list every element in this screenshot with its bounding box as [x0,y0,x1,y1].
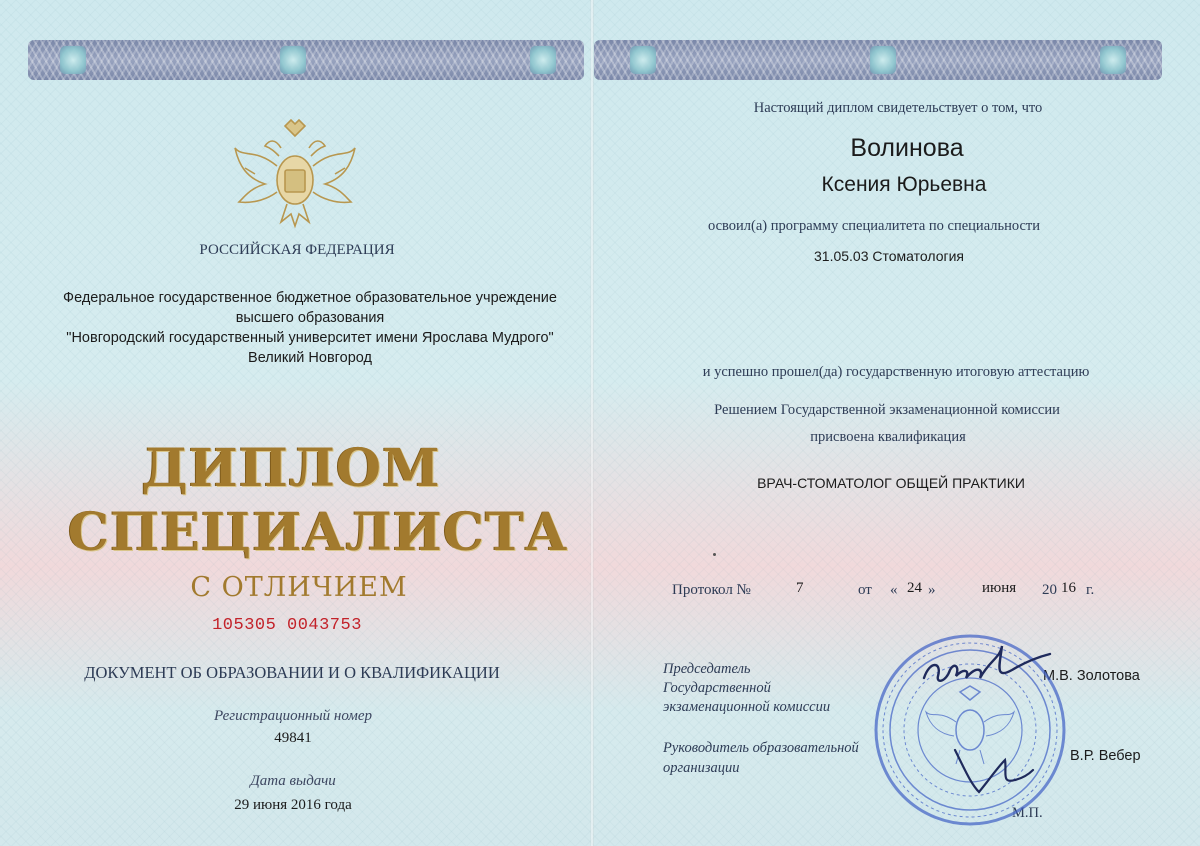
protocol-year-suffix: 16 [1061,580,1076,596]
country-name: РОССИЙСКАЯ ФЕДЕРАЦИЯ [199,242,395,258]
certifies-line: Настоящий диплом свидетельствует о том, что [753,100,1043,116]
protocol-day: 24 [907,580,922,596]
hologram-mark [630,46,656,74]
protocol-quote-close: » [928,582,936,598]
graduate-surname: Волинова [850,134,964,162]
specialty: 31.05.03 Стоматология [814,248,964,264]
serial-number: 105305 0043753 [212,616,362,635]
chair-signature-icon [916,640,1056,700]
chair-label-line-2: Государственной [663,680,771,696]
protocol-from: от [858,582,872,598]
registration-number: 49841 [274,730,312,746]
diploma-title-line-1: ДИПЛОМ [141,438,441,499]
security-band-left [28,40,584,80]
attestation-line: и успешно прошел(да) государственную итоговую аттестацию [702,364,1090,380]
head-label-line-1: Руководитель образовательной [663,740,859,756]
protocol-month: июня [982,580,1017,596]
hologram-mark [1100,46,1126,74]
chair-label-line-1: Председатель [663,661,751,677]
chair-label-line-3: экзаменационной комиссии [663,699,831,715]
institution-line-2: высшего образования [235,310,385,326]
institution-line-4: Великий Новгород [248,350,372,366]
honors-subtitle: С ОТЛИЧИЕМ [190,572,408,603]
spine-fold [590,0,594,846]
head-name: В.Р. Вебер [1070,748,1141,764]
protocol-label: Протокол № [672,582,751,598]
seal-place-mark: М.П. [1012,805,1043,821]
program-line: освоил(а) программу специалитета по специальности [707,218,1041,234]
protocol-number: 7 [796,580,804,596]
protocol-quote-open: « [890,582,898,598]
chair-name: М.В. Золотова [1043,668,1140,684]
head-label-line-2: организации [663,760,740,776]
protocol-year-prefix: 20 [1042,582,1057,598]
protocol-year-mark: г. [1086,582,1095,598]
registration-label: Регистрационный номер [213,708,373,724]
hologram-mark [870,46,896,74]
hologram-mark [530,46,556,74]
graduate-given-names: Ксения Юрьевна [821,173,987,196]
hologram-mark [60,46,86,74]
hologram-mark [280,46,306,74]
diploma-title-line-2: СПЕЦИАЛИСТА [67,502,569,563]
head-signature-icon [945,740,1035,800]
decision-line-1: Решением Государственной экзаменационной комиссии [714,402,1060,418]
coat-of-arms-icon [225,118,365,238]
institution-line-1: Федеральное государственное бюджетное образовательное учреждение [63,290,557,306]
issue-date-label: Дата выдачи [250,773,336,789]
document-type: ДОКУМЕНТ ОБ ОБРАЗОВАНИИ И О КВАЛИФИКАЦИИ [84,663,500,682]
institution-line-3: "Новгородский государственный университет имени Ярослава Мудрого" [66,330,554,346]
ink-dot [713,553,716,556]
issue-date: 29 июня 2016 года [234,797,352,813]
decision-line-2: присвоена квалификация [810,429,966,445]
qualification: ВРАЧ-СТОМАТОЛОГ ОБЩЕЙ ПРАКТИКИ [757,475,1025,491]
